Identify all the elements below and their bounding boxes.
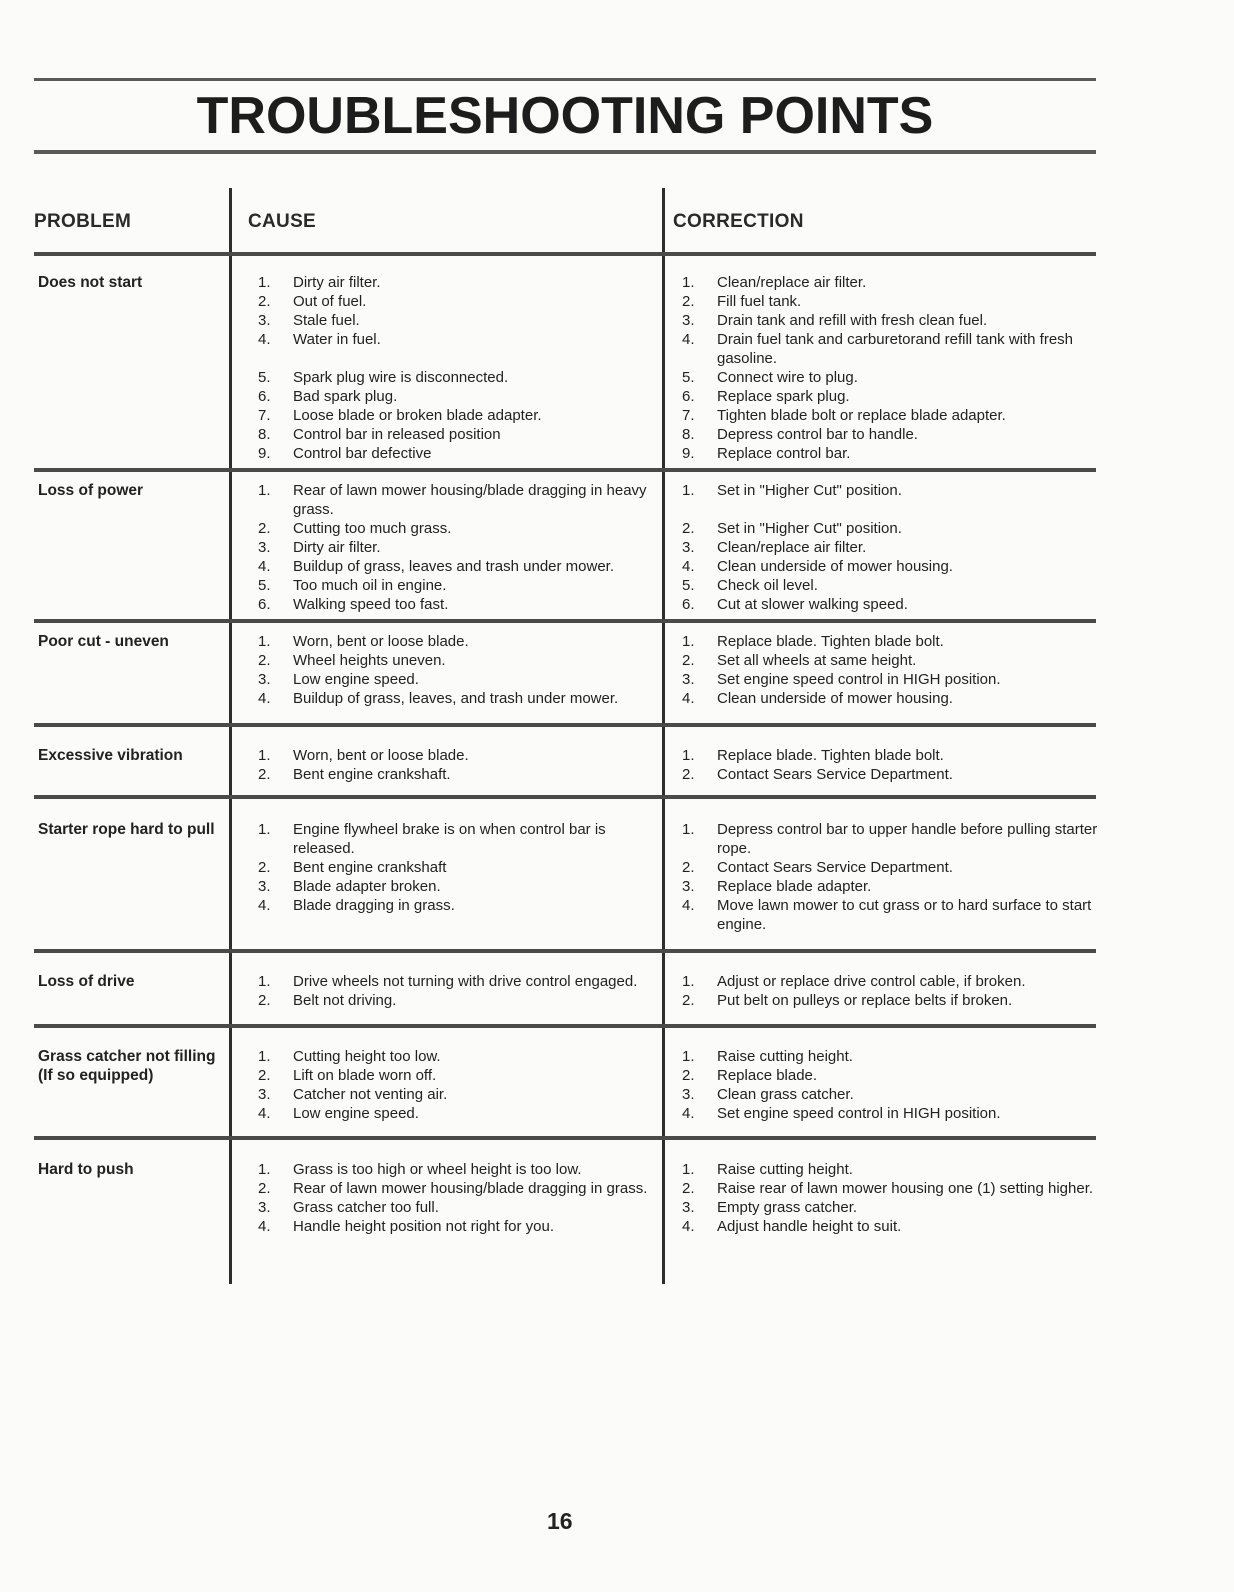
- cause-item: [258, 406, 658, 425]
- item-text: Worn, bent or loose blade.: [293, 633, 469, 650]
- item-text: Out of fuel.: [293, 293, 367, 310]
- item-number: 3.: [258, 312, 271, 329]
- item-text: Set in "Higher Cut" position.: [717, 520, 902, 537]
- item-text: Clean grass catcher.: [717, 1086, 854, 1103]
- correction-item: [682, 538, 1107, 557]
- cause-list: [258, 820, 658, 915]
- cause-list: [258, 746, 658, 784]
- item-text: Replace blade. Tighten blade bolt.: [717, 633, 944, 650]
- correction-item: [682, 500, 1107, 519]
- row-separator: [34, 1136, 1096, 1140]
- item-number: 4.: [258, 558, 271, 575]
- item-text: Replace blade. Tighten blade bolt.: [717, 747, 944, 764]
- correction-item: [682, 765, 1107, 784]
- item-number: 1.: [258, 482, 271, 499]
- correction-list: [682, 820, 1107, 934]
- correction-item: [682, 689, 1107, 708]
- correction-list: [682, 1047, 1107, 1123]
- correction-item: [682, 896, 1107, 934]
- item-number: 3.: [682, 671, 695, 688]
- correction-item: [682, 820, 1107, 858]
- cause-item: [258, 858, 658, 877]
- item-text: Set in "Higher Cut" position.: [717, 482, 902, 499]
- cause-item: [258, 292, 658, 311]
- correction-item: [682, 1160, 1107, 1179]
- item-number: 8.: [682, 426, 695, 443]
- item-number: 3.: [682, 539, 695, 556]
- cause-item: [258, 595, 658, 614]
- cause-item: [258, 670, 658, 689]
- item-number: 2.: [682, 520, 695, 537]
- item-number: 2.: [682, 1180, 695, 1197]
- item-number: 6.: [258, 596, 271, 613]
- problem-label: Hard to push: [38, 1161, 134, 1178]
- cause-item: [258, 557, 658, 576]
- item-text: Dirty air filter.: [293, 539, 381, 556]
- item-number: 1.: [682, 1161, 695, 1178]
- correction-item: [682, 311, 1107, 330]
- item-number: 1.: [258, 274, 271, 291]
- correction-item: [682, 557, 1107, 576]
- item-number: 1.: [682, 747, 695, 764]
- cause-item: [258, 689, 658, 708]
- item-text: Dirty air filter.: [293, 274, 381, 291]
- item-number: 2.: [682, 992, 695, 1009]
- item-number: 3.: [258, 1199, 271, 1216]
- correction-list: [682, 1160, 1107, 1236]
- cause-item: [258, 746, 658, 765]
- column-divider-2: [662, 188, 665, 1284]
- correction-list: [682, 481, 1107, 614]
- item-text: Engine flywheel brake is on when control bar is released.: [293, 821, 606, 857]
- cause-item: [258, 425, 658, 444]
- correction-item: [682, 991, 1107, 1010]
- item-number: 1.: [258, 821, 271, 838]
- header-problem: PROBLEM: [34, 211, 132, 232]
- item-number: 4.: [258, 331, 271, 348]
- correction-item: [682, 1198, 1107, 1217]
- item-text: Low engine speed.: [293, 1105, 419, 1122]
- item-number: 1.: [682, 1048, 695, 1065]
- correction-item: [682, 1217, 1107, 1236]
- item-number: 4.: [682, 331, 695, 348]
- item-text: [293, 349, 658, 368]
- row-separator: [34, 949, 1096, 953]
- item-number: 2.: [682, 1067, 695, 1084]
- problem-label: Loss of power: [38, 482, 144, 499]
- item-text: Buildup of grass, leaves, and trash under mower.: [293, 690, 619, 707]
- row-separator: [34, 723, 1096, 727]
- item-text: Bent engine crankshaft.: [293, 766, 451, 783]
- item-number: 4.: [682, 1218, 695, 1235]
- correction-item: [682, 481, 1107, 500]
- item-text: Set engine speed control in HIGH position.: [717, 671, 1001, 688]
- item-number: 2.: [682, 293, 695, 310]
- item-text: Set engine speed control in HIGH position.: [717, 1105, 1001, 1122]
- correction-item: [682, 670, 1107, 689]
- item-number: 9.: [258, 445, 271, 462]
- correction-item: [682, 877, 1107, 896]
- cause-list: [258, 1047, 658, 1123]
- problem-label: Poor cut - uneven: [38, 633, 169, 650]
- item-number: 3.: [682, 1199, 695, 1216]
- item-text: Move lawn mower to cut grass or to hard surface to start engine.: [717, 897, 1092, 933]
- item-text: Clean/replace air filter.: [717, 274, 867, 291]
- correction-item: [682, 273, 1107, 292]
- item-number: 2.: [682, 766, 695, 783]
- item-text: Adjust handle height to suit.: [717, 1218, 902, 1235]
- correction-item: [682, 1085, 1107, 1104]
- item-number: 3.: [682, 878, 695, 895]
- correction-item: [682, 858, 1107, 877]
- item-text: Stale fuel.: [293, 312, 360, 329]
- row-separator: [34, 468, 1096, 472]
- item-text: Belt not driving.: [293, 992, 397, 1009]
- cause-item: [258, 311, 658, 330]
- item-text: Control bar defective: [293, 445, 432, 462]
- cause-item: [258, 820, 658, 858]
- correction-item: [682, 1066, 1107, 1085]
- correction-item: [682, 651, 1107, 670]
- correction-item: [682, 406, 1107, 425]
- item-number: 4.: [258, 897, 271, 914]
- cause-item: [258, 1160, 658, 1179]
- correction-item: [682, 330, 1107, 368]
- item-text: Water in fuel.: [293, 331, 381, 348]
- item-text: Grass is too high or wheel height is too low.: [293, 1161, 582, 1178]
- problem-label: Loss of drive: [38, 973, 135, 990]
- item-text: Cut at slower walking speed.: [717, 596, 908, 613]
- item-text: Rear of lawn mower housing/blade dragging in heavy grass.: [293, 482, 647, 518]
- item-text: Spark plug wire is disconnected.: [293, 369, 509, 386]
- item-text: Walking speed too fast.: [293, 596, 449, 613]
- cause-item: [258, 1217, 658, 1236]
- correction-item: [682, 519, 1107, 538]
- correction-item: [682, 595, 1107, 614]
- correction-list: [682, 273, 1107, 463]
- item-number: 4.: [682, 558, 695, 575]
- item-text: Replace spark plug.: [717, 388, 850, 405]
- item-number: 3.: [258, 878, 271, 895]
- cause-item: [258, 368, 658, 387]
- item-text: Connect wire to plug.: [717, 369, 858, 386]
- page-title: TROUBLESHOOTING POINTS: [196, 87, 934, 145]
- cause-item: [258, 1198, 658, 1217]
- item-text: Replace blade adapter.: [717, 878, 872, 895]
- cause-item: [258, 273, 658, 292]
- cause-item: [258, 519, 658, 538]
- item-text: Fill fuel tank.: [717, 293, 802, 310]
- item-number: 4.: [682, 690, 695, 707]
- correction-item: [682, 444, 1107, 463]
- cause-item: [258, 972, 658, 991]
- cause-item: [258, 538, 658, 557]
- cause-item: [258, 877, 658, 896]
- item-number: 6.: [682, 596, 695, 613]
- item-text: Raise cutting height.: [717, 1161, 853, 1178]
- item-number: 2.: [682, 652, 695, 669]
- item-number: 2.: [258, 293, 271, 310]
- item-text: [717, 500, 1107, 519]
- correction-item: [682, 292, 1107, 311]
- item-text: Drive wheels not turning with drive control engaged.: [293, 973, 638, 990]
- item-number: 3.: [258, 539, 271, 556]
- item-number: 5.: [258, 577, 271, 594]
- item-text: Lift on blade worn off.: [293, 1067, 437, 1084]
- item-text: Adjust or replace drive control cable, if broken.: [717, 973, 1026, 990]
- item-number: 5.: [682, 577, 695, 594]
- item-text: Replace control bar.: [717, 445, 851, 462]
- item-number: 1.: [258, 1048, 271, 1065]
- item-text: Empty grass catcher.: [717, 1199, 858, 1216]
- cause-list: [258, 481, 658, 614]
- item-number: 3.: [258, 1086, 271, 1103]
- item-text: Raise cutting height.: [717, 1048, 853, 1065]
- cause-item: [258, 991, 658, 1010]
- item-number: 2.: [258, 766, 271, 783]
- item-number: 7.: [682, 407, 695, 424]
- cause-item: [258, 1066, 658, 1085]
- cause-item: [258, 632, 658, 651]
- cause-item: [258, 765, 658, 784]
- cause-item: [258, 651, 658, 670]
- cause-item: [258, 387, 658, 406]
- correction-item: [682, 387, 1107, 406]
- cause-list: [258, 972, 658, 1010]
- cause-item: [258, 330, 658, 349]
- item-text: Clean/replace air filter.: [717, 539, 867, 556]
- item-text: Check oil level.: [717, 577, 818, 594]
- item-text: Bent engine crankshaft: [293, 859, 447, 876]
- correction-item: [682, 1104, 1107, 1123]
- cause-item: [258, 576, 658, 595]
- item-number: 6.: [682, 388, 695, 405]
- correction-list: [682, 746, 1107, 784]
- item-number: 2.: [258, 1180, 271, 1197]
- item-text: Set all wheels at same height.: [717, 652, 917, 669]
- row-separator: [34, 619, 1096, 623]
- item-text: Cutting height too low.: [293, 1048, 441, 1065]
- item-text: Grass catcher too full.: [293, 1199, 439, 1216]
- item-number: 1.: [682, 633, 695, 650]
- item-number: 1.: [258, 633, 271, 650]
- row-separator: [34, 795, 1096, 799]
- item-number: 5.: [258, 369, 271, 386]
- item-number: 6.: [258, 388, 271, 405]
- item-text: Loose blade or broken blade adapter.: [293, 407, 542, 424]
- item-number: 1.: [258, 973, 271, 990]
- item-number: 5.: [682, 369, 695, 386]
- item-number: 2.: [258, 992, 271, 1009]
- cause-item: [258, 444, 658, 463]
- item-text: Raise rear of lawn mower housing one (1) setting higher.: [717, 1180, 1094, 1197]
- item-text: Rear of lawn mower housing/blade dragging in grass.: [293, 1180, 648, 1197]
- row-separator: [34, 1024, 1096, 1028]
- item-number: 2.: [258, 859, 271, 876]
- item-text: Cutting too much grass.: [293, 520, 452, 537]
- item-number: 8.: [258, 426, 271, 443]
- item-text: Replace blade.: [717, 1067, 818, 1084]
- item-number: 4.: [682, 897, 695, 914]
- item-number: 1.: [682, 973, 695, 990]
- cause-item: [258, 1085, 658, 1104]
- correction-item: [682, 1179, 1107, 1198]
- header-cause: CAUSE: [248, 211, 317, 232]
- cause-list: [258, 632, 658, 708]
- header-correction: CORRECTION: [673, 211, 804, 232]
- item-text: Blade adapter broken.: [293, 878, 441, 895]
- cause-item: [258, 1047, 658, 1066]
- item-number: 3.: [682, 312, 695, 329]
- item-text: Handle height position not right for you.: [293, 1218, 554, 1235]
- item-text: Worn, bent or loose blade.: [293, 747, 469, 764]
- correction-item: [682, 746, 1107, 765]
- correction-item: [682, 1047, 1107, 1066]
- problem-label: Starter rope hard to pull: [38, 821, 215, 838]
- correction-item: [682, 576, 1107, 595]
- item-number: 4.: [258, 1218, 271, 1235]
- item-text: Tighten blade bolt or replace blade adapter.: [717, 407, 1006, 424]
- correction-item: [682, 425, 1107, 444]
- item-text: Contact Sears Service Department.: [717, 859, 953, 876]
- item-text: Control bar in released position: [293, 426, 501, 443]
- item-text: Depress control bar to handle.: [717, 426, 918, 443]
- item-number: 1.: [682, 274, 695, 291]
- item-number: 4.: [258, 690, 271, 707]
- correction-list: [682, 632, 1107, 708]
- problem-label: Does not start: [38, 274, 143, 291]
- item-number: 3.: [682, 1086, 695, 1103]
- cause-list: [258, 1160, 658, 1236]
- item-text: Too much oil in engine.: [293, 577, 447, 594]
- correction-item: [682, 972, 1107, 991]
- item-text: Bad spark plug.: [293, 388, 398, 405]
- item-text: Blade dragging in grass.: [293, 897, 455, 914]
- item-text: Wheel heights uneven.: [293, 652, 446, 669]
- item-number: 7.: [258, 407, 271, 424]
- item-number: 2.: [258, 1067, 271, 1084]
- item-number: 9.: [682, 445, 695, 462]
- correction-item: [682, 368, 1107, 387]
- item-text: Clean underside of mower housing.: [717, 558, 953, 575]
- item-number: 4.: [258, 1105, 271, 1122]
- cause-item: [258, 1104, 658, 1123]
- problem-label: Grass catcher not filling (If so equipped): [38, 1048, 216, 1084]
- item-number: 2.: [258, 652, 271, 669]
- item-number: 3.: [258, 671, 271, 688]
- item-text: Contact Sears Service Department.: [717, 766, 953, 783]
- cause-item: [258, 349, 658, 368]
- title-bottom-rule: [34, 150, 1096, 154]
- column-divider-1: [229, 188, 232, 1284]
- page-number: 16: [547, 1508, 573, 1534]
- title-top-rule: [34, 78, 1096, 81]
- correction-list: [682, 972, 1107, 1010]
- item-number: 1.: [258, 1161, 271, 1178]
- item-text: Drain fuel tank and carburetorand refill tank with fresh gasoline.: [717, 331, 1074, 367]
- item-text: Low engine speed.: [293, 671, 419, 688]
- cause-item: [258, 896, 658, 915]
- problem-label: Excessive vibration: [38, 747, 183, 764]
- item-text: Clean underside of mower housing.: [717, 690, 953, 707]
- item-number: 4.: [682, 1105, 695, 1122]
- cause-item: [258, 481, 658, 519]
- header-separator: [34, 252, 1096, 256]
- cause-list: [258, 273, 658, 463]
- correction-item: [682, 632, 1107, 651]
- item-number: 1.: [258, 747, 271, 764]
- item-text: Put belt on pulleys or replace belts if broken.: [717, 992, 1013, 1009]
- item-number: 2.: [258, 520, 271, 537]
- item-number: 1.: [682, 821, 695, 838]
- item-text: Buildup of grass, leaves and trash under mower.: [293, 558, 615, 575]
- item-text: Depress control bar to upper handle before pulling starter rope.: [717, 821, 1098, 857]
- cause-item: [258, 1179, 658, 1198]
- item-text: Catcher not venting air.: [293, 1086, 448, 1103]
- item-text: Drain tank and refill with fresh clean fuel.: [717, 312, 988, 329]
- item-number: 1.: [682, 482, 695, 499]
- item-number: 2.: [682, 859, 695, 876]
